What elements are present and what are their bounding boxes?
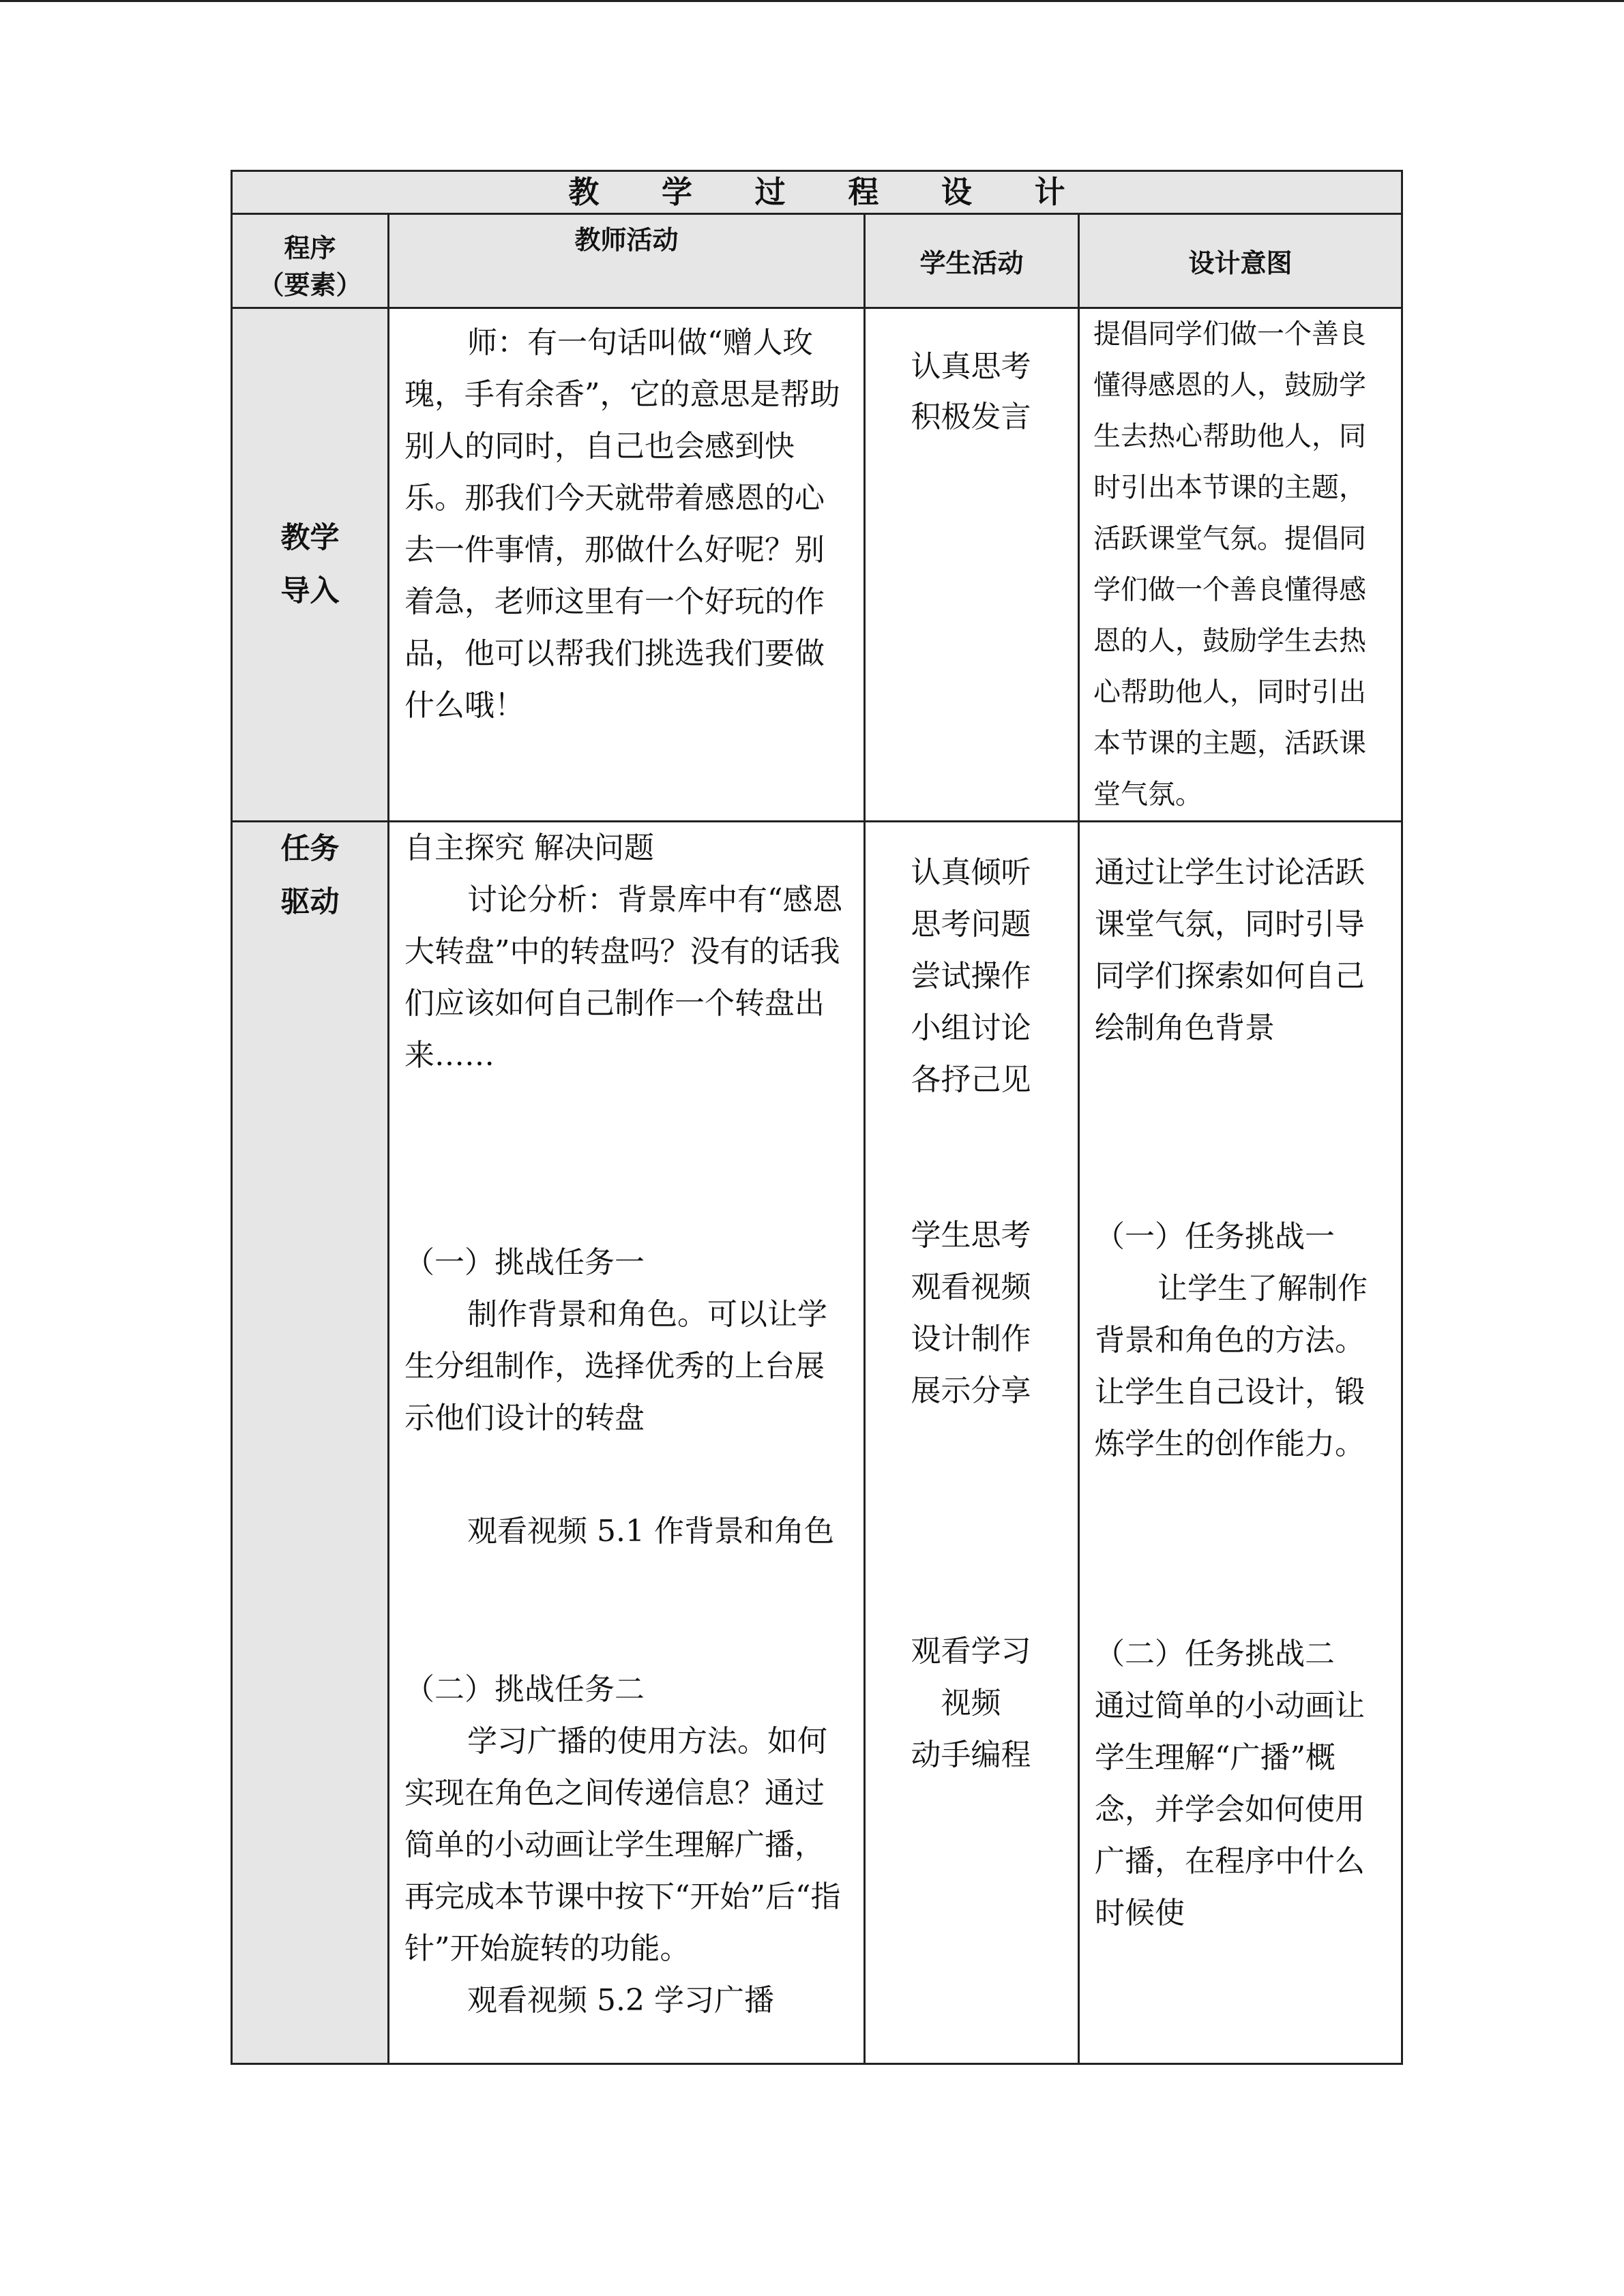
student-intro-line1: 认真思考: [911, 349, 1031, 384]
student-task1-item-3: 设计制作: [911, 1322, 1031, 1356]
header-intent-label: 设计意图: [1188, 248, 1293, 278]
header-teacher-activity: [389, 214, 865, 308]
student-task2-item-2: 视频: [941, 1686, 1001, 1720]
phase-task-line2: 驱动: [280, 885, 340, 919]
task2-video: 观看视频 5.2 学习广播: [467, 1983, 774, 2018]
student-intro-item-3: 尝试操作: [911, 959, 1031, 994]
teacher-cell-intro: [389, 308, 865, 822]
intent-task2-body: 通过简单的小动画让学生理解“广播”概念，并学会如何使用广播，在程序中什么时候使: [1095, 1688, 1365, 1930]
student-intro-line2: 积极发言: [911, 400, 1031, 434]
header-procedure-line1: 程序: [284, 233, 336, 263]
student-intro-item-1: 认真倾听: [911, 855, 1031, 890]
page-top-border: [0, 0, 1624, 2]
intent-cell-task: [1079, 822, 1402, 2064]
student-task1-item-1: 学生思考: [911, 1218, 1031, 1253]
phase-intro-line2: 导入: [280, 574, 340, 608]
intent-intro-text: 提倡同学们做一个善良懂得感恩的人，鼓励学生去热心帮助他人，同时引出本节课的主题，活跃课堂气氛。提倡同学们做一个善良懂得感恩的人，鼓励学生去热心帮助他人，同时引出本节课的主题，活跃课堂气氛。: [1093, 318, 1366, 810]
student-intro-item-5: 各抒己见: [911, 1062, 1031, 1097]
intent-task-intro: 通过让学生讨论活跃课堂气氛，同时引导同学们探索如何自己绘制角色背景: [1095, 855, 1365, 1045]
phase-cell-intro: [232, 308, 389, 822]
teacher-intro-text: 师：有一句话叫做“赠人玫瑰，手有余香”，它的意思是帮助别人的同时，自己也会感到快乐。那我们今天就带着感恩的心去一件事情，那做什么好呢？别着急，老师这里有一个好玩的作品，他可以帮我们挑选我们要做什么哦！: [404, 325, 840, 723]
intent-task1-body: 让学生了解制作背景和角色的方法。让学生自己设计，锻炼学生的创作能力。: [1095, 1271, 1368, 1461]
student-task1-item-4: 展示分享: [911, 1373, 1031, 1408]
intent-cell-intro: [1079, 308, 1402, 822]
student-task2-item-1: 观看学习: [911, 1634, 1031, 1669]
intent-task1-heading: （一）任务挑战一: [1095, 1219, 1335, 1254]
task1-video: 观看视频 5.1 作背景和角色: [467, 1514, 834, 1549]
teacher-cell-task: [389, 822, 865, 2064]
lesson-plan-sheet: [231, 170, 1401, 2068]
student-intro-item-2: 思考问题: [911, 907, 1031, 942]
teacher-intro-heading: 自主探究 解决问题: [404, 831, 654, 865]
student-task1-item-2: 观看视频: [911, 1270, 1031, 1304]
student-cell-intro: [865, 308, 1079, 822]
header-design-intent: [1079, 214, 1402, 308]
phase-intro-line1: 教学: [280, 521, 340, 555]
teacher-intro-body: 讨论分析：背景库中有“感恩大转盘”中的转盘吗？没有的话我们应该如何自己制作一个转盘出来……: [404, 882, 843, 1073]
table-title-cell: [232, 171, 1402, 214]
header-procedure-line2: （要素）: [258, 270, 362, 300]
header-teacher-label: 教师活动: [574, 225, 679, 255]
header-procedure: [232, 214, 389, 308]
student-intro-item-4: 小组讨论: [911, 1011, 1031, 1045]
phase-task-line1: 任务: [280, 832, 340, 866]
phase-cell-task: [232, 822, 389, 2064]
task2-body: 学习广播的使用方法。如何实现在角色之间传递信息？通过简单的小动画让学生理解广播，再完成本节课中按下“开始”后“指针”开始旋转的功能。: [404, 1724, 841, 1966]
student-cell-task: [865, 822, 1079, 2064]
task1-heading: （一）挑战任务一: [404, 1245, 645, 1280]
task2-heading: （二）挑战任务二: [404, 1672, 645, 1707]
teaching-process-table: [231, 170, 1403, 2065]
task1-body: 制作背景和角色。可以让学生分组制作，选择优秀的上台展示他们设计的转盘: [404, 1297, 827, 1435]
student-task2-item-3: 动手编程: [911, 1738, 1031, 1772]
intent-task2-heading: （二）任务挑战二: [1095, 1637, 1335, 1671]
header-student-activity: [865, 214, 1079, 308]
table-title: 教 学 过 程 设 计: [568, 174, 1091, 210]
header-student-label: 学生活动: [919, 248, 1024, 278]
